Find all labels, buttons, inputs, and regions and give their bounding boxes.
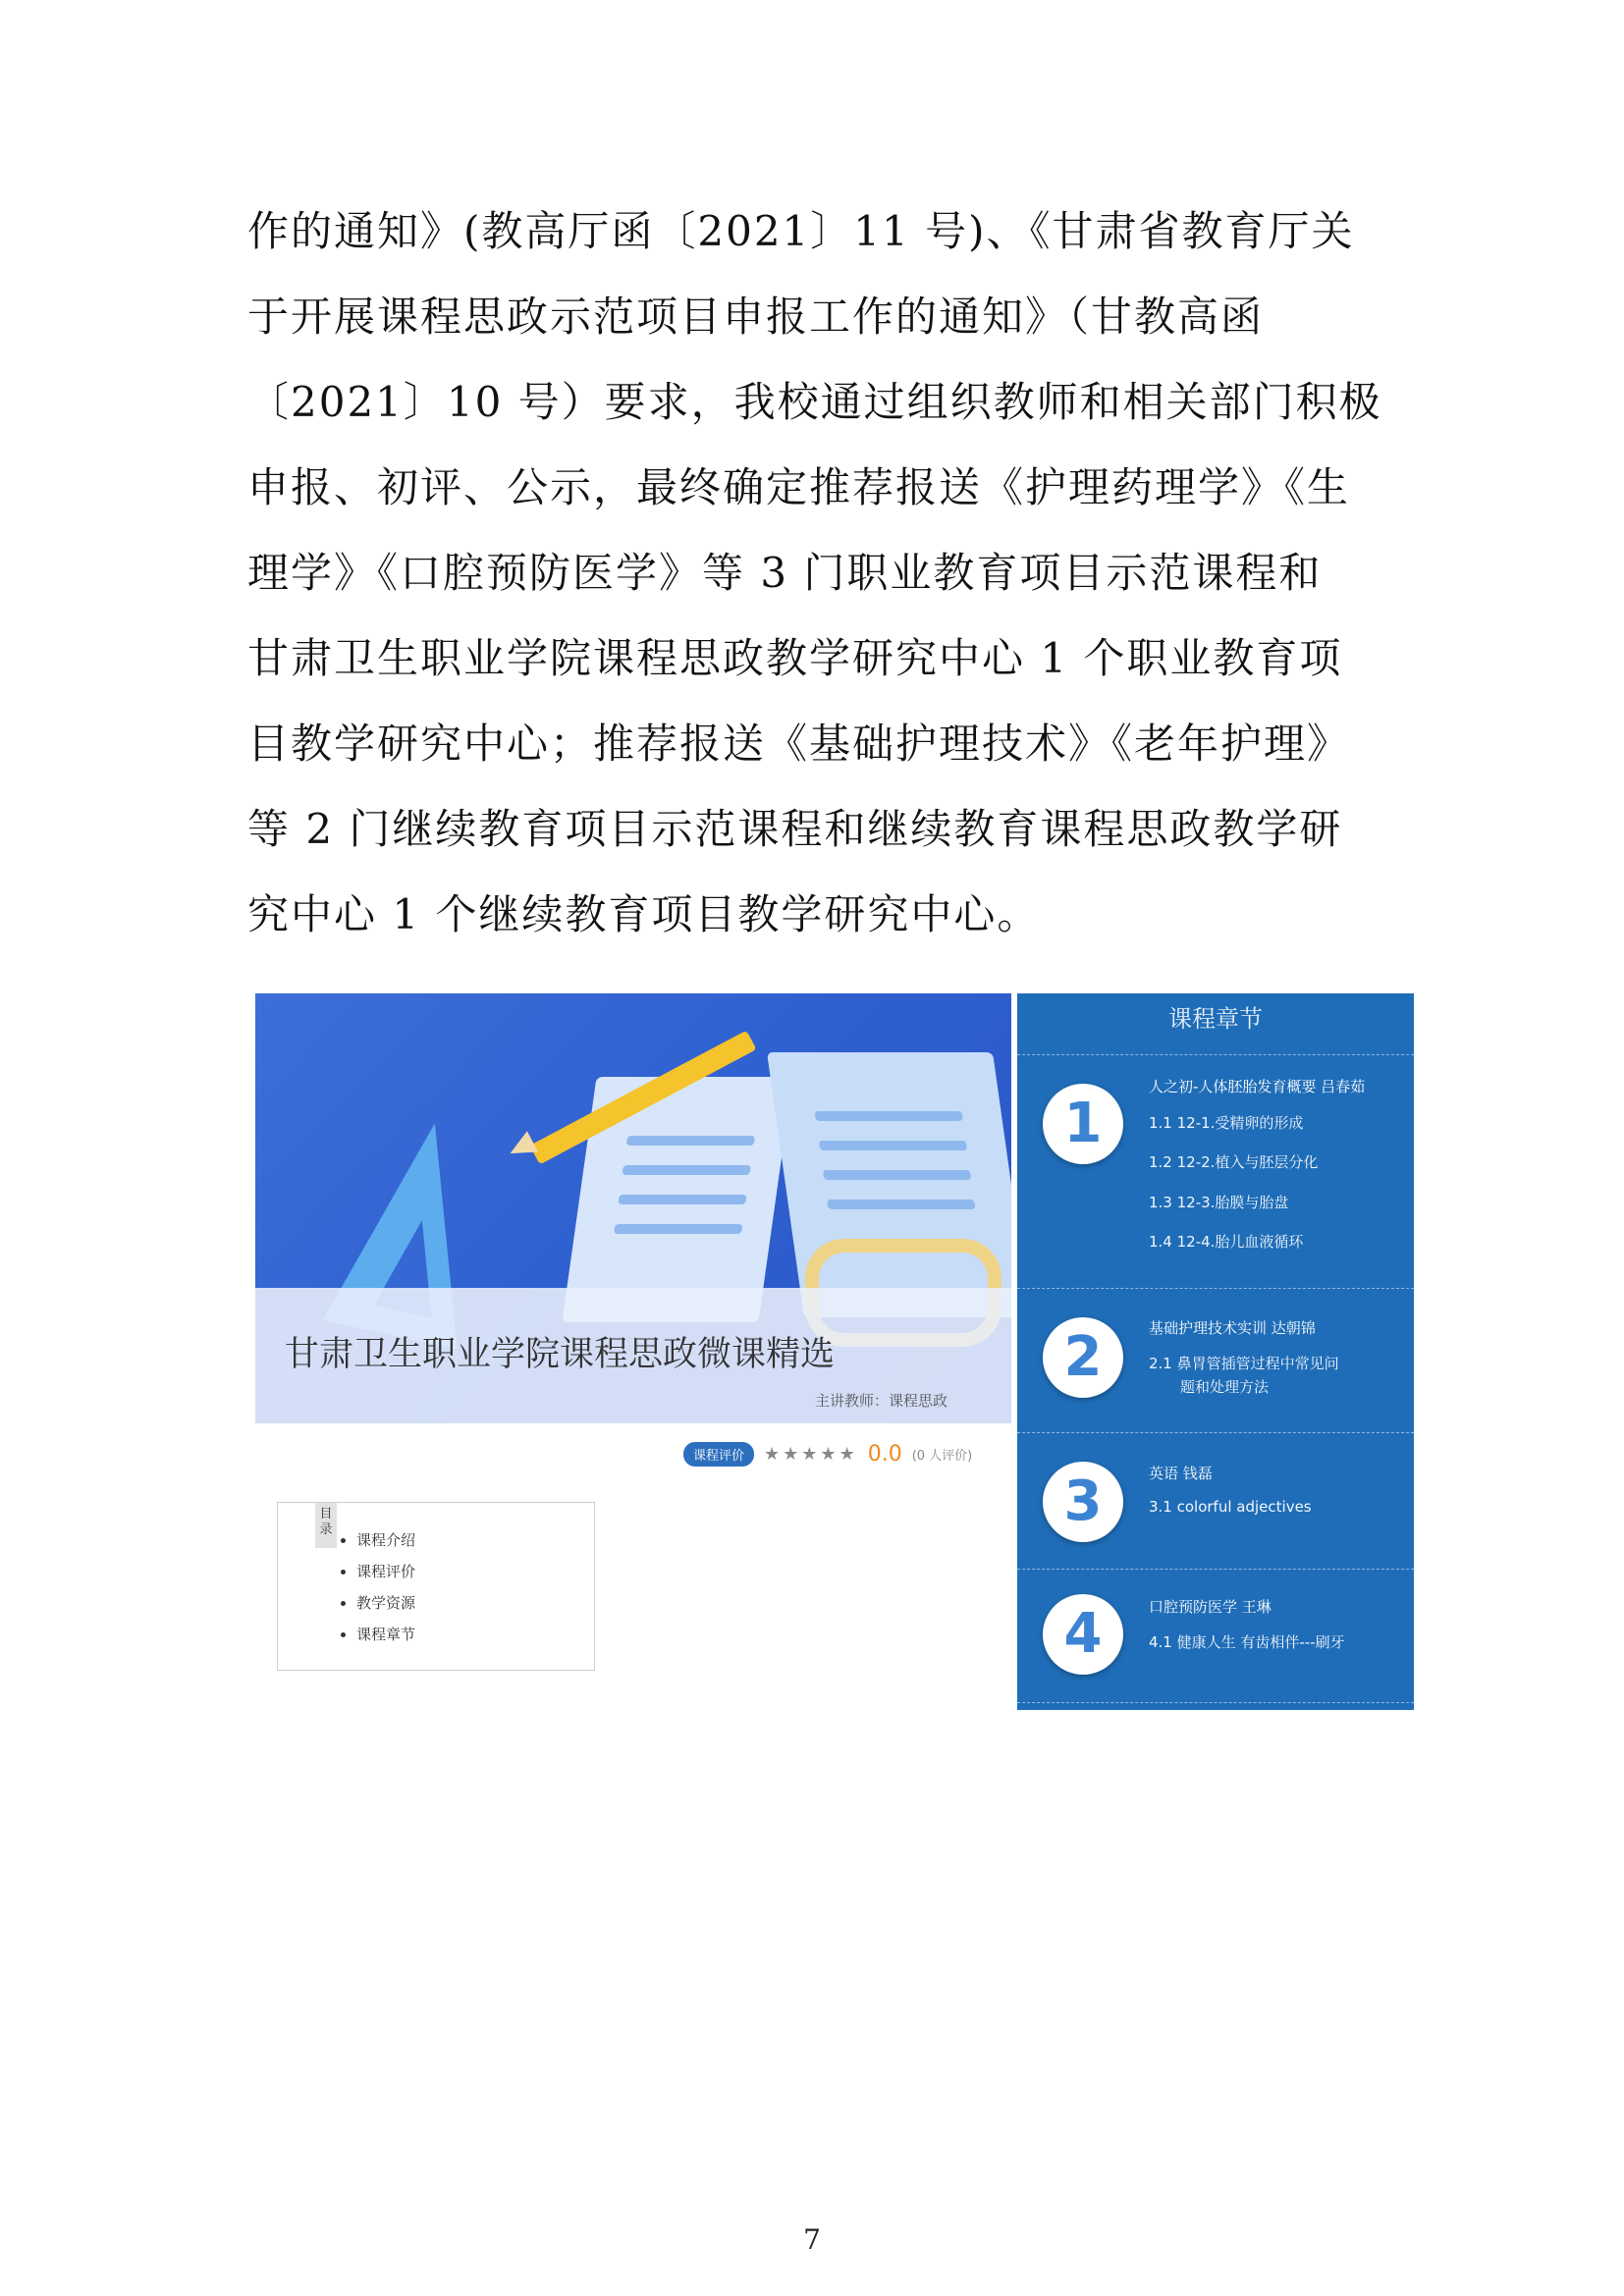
- page-number: 7: [803, 2223, 821, 2256]
- divider: [1017, 1054, 1414, 1055]
- chapter-number-icon: 3: [1043, 1462, 1123, 1542]
- divider: [1017, 1702, 1414, 1703]
- chapter-title[interactable]: 英语 钱磊: [1149, 1465, 1213, 1482]
- chapter-item[interactable]: 2.1 鼻胃管插管过程中常见问: [1149, 1355, 1339, 1372]
- table-of-contents: [277, 1502, 595, 1671]
- chapter-item[interactable]: 1.2 12-2.植入与胚层分化: [1149, 1153, 1319, 1171]
- paragraph-line: 等 2 门继续教育项目示范课程和继续教育课程思政教学研: [247, 805, 1343, 853]
- chapter-item[interactable]: 1.3 12-3.胎膜与胎盘: [1149, 1194, 1289, 1211]
- course-title: 甘肃卫生职业学院课程思政微课精选: [285, 1335, 836, 1374]
- course-banner: [255, 993, 1011, 1423]
- paragraph-line: 〔2021〕10 号）要求，我校通过组织教师和相关部门积极: [247, 378, 1382, 426]
- paragraph-line: 申报、初评、公示，最终确定推荐报送《护理药理学》《生: [247, 463, 1351, 511]
- rating-score: 0.0: [867, 1441, 902, 1467]
- chapter-number-icon: 1: [1043, 1084, 1123, 1164]
- paragraph-line: 究中心 1 个继续教育项目教学研究中心。: [247, 890, 1041, 938]
- chapter-number-icon: 4: [1043, 1594, 1123, 1675]
- divider: [1017, 1288, 1414, 1289]
- divider: [1017, 1432, 1414, 1433]
- chapter-item[interactable]: 3.1 colorful adjectives: [1149, 1498, 1312, 1516]
- chapters-title: 课程章节: [1168, 1005, 1263, 1033]
- toc-item[interactable]: • 课程章节: [356, 1619, 415, 1650]
- paragraph-line: 作的通知》(教高厅函〔2021〕11 号)、《甘肃省教育厅关: [247, 207, 1355, 255]
- chapter-item[interactable]: 1.4 12-4.胎儿血液循环: [1149, 1233, 1304, 1251]
- chapter-item[interactable]: 1.1 12-1.受精卵的形成: [1149, 1114, 1304, 1132]
- star-rating-icon[interactable]: ★★★★★: [764, 1443, 858, 1465]
- divider: [1017, 1569, 1414, 1570]
- paragraph-line: 于开展课程思政示范项目申报工作的通知》（甘教高函: [247, 293, 1265, 341]
- toc-item[interactable]: • 课程介绍: [356, 1524, 415, 1556]
- pencil-tip: [505, 1131, 538, 1163]
- toc-item[interactable]: • 教学资源: [356, 1587, 415, 1619]
- rating-bar: [683, 1441, 972, 1467]
- chapter-title[interactable]: 人之初-人体胚胎发育概要 吕春茹: [1149, 1078, 1366, 1095]
- paragraph-line: 甘肃卫生职业学院课程思政教学研究中心 1 个职业教育项: [247, 634, 1343, 682]
- chapter-item[interactable]: 题和处理方法: [1180, 1378, 1270, 1396]
- chapter-title[interactable]: 口腔预防医学 王琳: [1149, 1598, 1272, 1616]
- rating-badge[interactable]: 课程评价: [683, 1442, 754, 1467]
- teacher-label: 主讲教师：课程思政: [815, 1392, 948, 1410]
- chapter-item[interactable]: 4.1 健康人生 有齿相伴---刷牙: [1149, 1633, 1345, 1651]
- chapter-title[interactable]: 基础护理技术实训 达朝锦: [1149, 1319, 1316, 1337]
- chapter-number-icon: 2: [1043, 1317, 1123, 1398]
- toc-item[interactable]: • 课程评价: [356, 1556, 415, 1587]
- paragraph-line: 目教学研究中心；推荐报送《基础护理技术》《老年护理》: [247, 720, 1351, 768]
- toc-ribbon: 目录: [315, 1503, 337, 1548]
- chapters-panel: [1017, 993, 1414, 1710]
- course-page-screenshot: [255, 993, 1414, 1710]
- rating-count: (0 人评价): [911, 1448, 973, 1464]
- paragraph-line: 理学》《口腔预防医学》等 3 门职业教育项目示范课程和: [247, 549, 1323, 597]
